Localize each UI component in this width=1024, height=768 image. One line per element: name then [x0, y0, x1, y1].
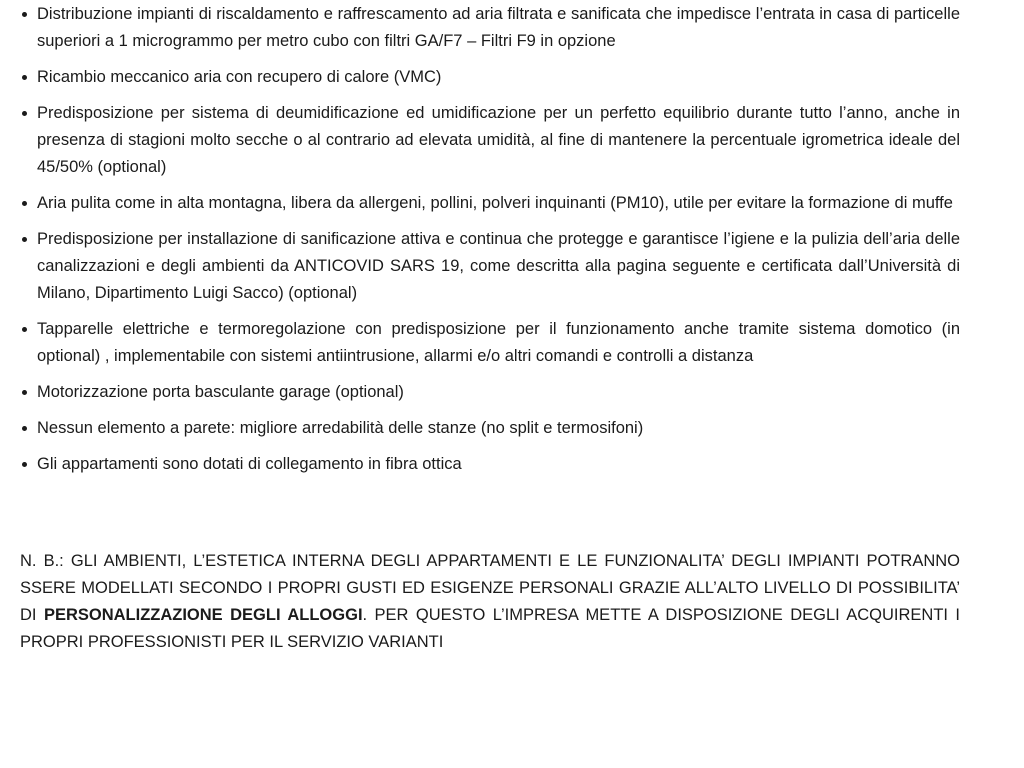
list-item: Ricambio meccanico aria con recupero di calore (VMC) — [20, 64, 960, 91]
list-item: Motorizzazione porta basculante garage (optional) — [20, 379, 960, 406]
list-item: Tapparelle elettriche e termoregolazione con predisposizione per il funzionamento anche tramite sistema domotico (in optional) , implementabile con sistemi antiintrusione, allarmi e/o altri comandi e controlli a distanza — [20, 316, 960, 370]
list-item: Predisposizione per sistema di deumidificazione ed umidificazione per un perfetto equilibrio durante tutto l’anno, anche in presenza di stagioni molto secche o al contrario ad elevata umidità, al fine di mantenere la percentuale igrometrica ideale del 45/50% (optional) — [20, 100, 960, 181]
list-item: Gli appartamenti sono dotati di collegamento in fibra ottica — [20, 451, 960, 478]
note-paragraph — [20, 548, 960, 656]
note-text-after: . PER QUESTO L’IMPRESA METTE A DISPOSIZIONE DEGLI ACQUIRENTI I PROPRI PROFESSIONISTI PER IL SERVIZIO VARIANTI — [20, 606, 960, 651]
list-item: Aria pulita come in alta montagna, libera da allergeni, pollini, polveri inquinanti (PM10), utile per evitare la formazione di muffe — [20, 190, 960, 217]
note-text-before: N. B.: GLI AMBIENTI, L’ESTETICA INTERNA DEGLI APPARTAMENTI E LE FUNZIONALITA’ DEGLI IMPIANTI POTRANNO SSERE MODELLATI SECONDO I PROPRI GUSTI ED ESIGENZE PERSONALI GRAZIE ALL’ALTO LIVELLO DI POSSIBILITA’ DI — [20, 552, 960, 624]
list-item: Distribuzione impianti di riscaldamento e raffrescamento ad aria filtrata e sanificata che impedisce l’entrata in casa di particelle superiori a 1 microgrammo per metro cubo con filtri GA/F7 – Filtri F9 in opzione — [20, 1, 960, 55]
list-item: Nessun elemento a parete: migliore arredabilità delle stanze (no split e termosifoni) — [20, 415, 960, 442]
list-item: Predisposizione per installazione di sanificazione attiva e continua che protegge e garantisce l’igiene e la pulizia dell’aria delle canalizzazioni e degli ambienti da ANTICOVID SARS 19, come descritta alla pagina seguente e certificata dall’Università di Milano, Dipartimento Luigi Sacco) (optional) — [20, 226, 960, 307]
note-bold-text: PERSONALIZZAZIONE DEGLI ALLOGGI — [43, 606, 363, 624]
feature-list — [20, 1, 960, 478]
